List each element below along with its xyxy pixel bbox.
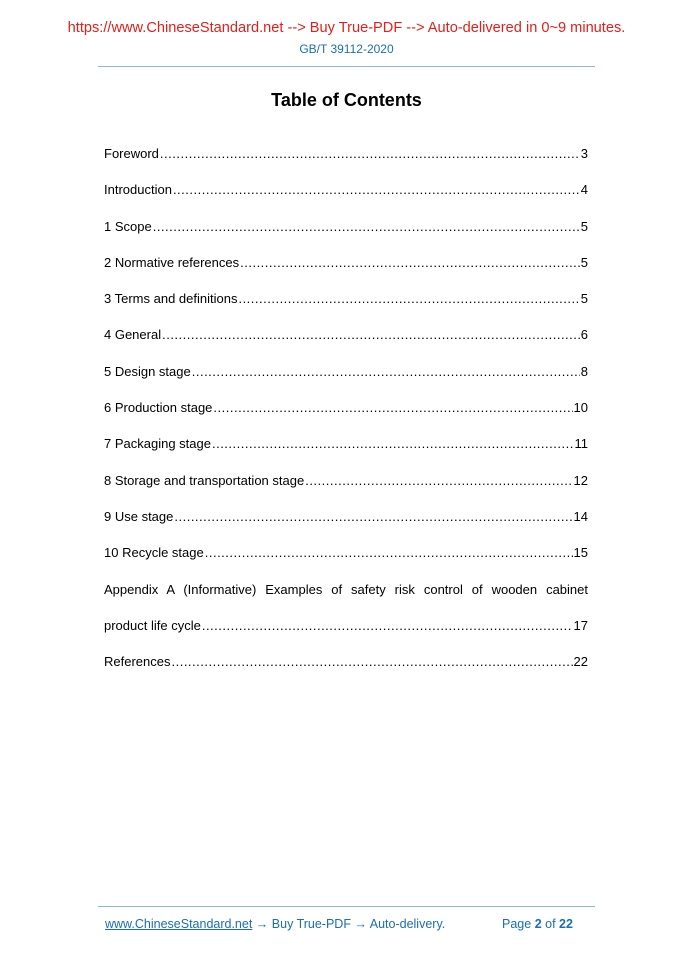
toc-entry-page: 17 (573, 617, 588, 633)
toc-leader-dots (202, 617, 573, 635)
toc-leader-dots (153, 218, 580, 236)
toc-entry-page: 10 (573, 400, 588, 416)
toc-entry-page: 22 (573, 654, 588, 670)
toc-entry-page: 4 (580, 182, 588, 198)
page-number (502, 917, 573, 932)
toc-entry-label: product life cycle (104, 617, 201, 633)
toc-entry-page: 5 (580, 291, 588, 307)
toc-entry-appendix-a[interactable] (104, 617, 588, 653)
toc-leader-dots (305, 472, 572, 490)
toc-entry-storage-transportation[interactable] (104, 472, 588, 508)
toc-entry-normative-references[interactable] (104, 254, 588, 290)
toc-entry-introduction[interactable] (104, 181, 588, 217)
page-title: Table of Contents (271, 90, 422, 110)
toc-entry-label: 8 Storage and transportation stage (104, 472, 305, 488)
footer-site-link[interactable]: www.ChineseStandard.net (105, 917, 253, 931)
page-total: 22 (559, 917, 573, 931)
toc-entry-page: 6 (580, 327, 588, 343)
toc-entry-page: 3 (580, 146, 588, 161)
toc-entry-label: 1 Scope (104, 218, 152, 234)
toc-entry-label: 7 Packaging stage (104, 436, 211, 452)
toc-leader-dots (240, 254, 580, 272)
toc-entry-use-stage[interactable] (104, 508, 588, 544)
toc-leader-dots (212, 435, 574, 453)
toc-entry-page: 5 (580, 218, 588, 234)
standard-code: GB/T 39112-2020 (299, 42, 394, 56)
toc-entry-scope[interactable] (104, 218, 588, 254)
toc-entry-foreword[interactable] (104, 145, 588, 181)
arrow-right-icon: → (354, 917, 367, 931)
of-word: of (545, 917, 556, 931)
table-of-contents (104, 145, 588, 689)
toc-leader-dots (205, 544, 573, 562)
toc-entry-label: 4 General (104, 327, 162, 343)
toc-entry-production-stage[interactable] (104, 399, 588, 435)
toc-entry-label: Introduction (104, 182, 172, 198)
toc-leader-dots (213, 399, 572, 417)
toc-entry-page: 11 (574, 436, 588, 452)
toc-entry-label: References (104, 654, 171, 670)
toc-leader-dots (192, 363, 580, 381)
footer-divider (98, 906, 595, 907)
toc-entry-page: 8 (580, 363, 588, 379)
toc-leader-dots (162, 326, 580, 344)
footer-buy-text: Buy True-PDF (271, 917, 351, 931)
header-divider (98, 66, 595, 67)
toc-entry-label: 10 Recycle stage (104, 545, 204, 561)
toc-leader-dots (238, 290, 579, 308)
promo-banner[interactable]: https://www.ChineseStandard.net --> Buy True-PDF --> Auto-delivered in 0~9 minutes. (67, 20, 626, 36)
toc-entry-design-stage[interactable] (104, 363, 588, 399)
toc-entry-page: 5 (580, 254, 588, 270)
toc-entry-references[interactable] (104, 653, 588, 689)
toc-entry-label: 3 Terms and definitions (104, 291, 238, 307)
toc-leader-dots (173, 181, 580, 199)
page-current: 2 (534, 917, 542, 931)
footer-promo (105, 917, 445, 932)
toc-entry-appendix-a-line1[interactable]: Appendix A (Informative) Examples of safety risk control of wooden cabinet (104, 581, 588, 597)
toc-entry-page: 12 (573, 472, 588, 488)
toc-entry-label: 6 Production stage (104, 400, 213, 416)
toc-entry-packaging-stage[interactable] (104, 435, 588, 471)
toc-entry-recycle-stage[interactable] (104, 544, 588, 580)
arrow-right-icon: → (255, 917, 269, 931)
toc-entry-terms-definitions[interactable] (104, 290, 588, 326)
toc-entry-label: Foreword (104, 146, 159, 161)
page-word: Page (502, 917, 532, 931)
toc-leader-dots (171, 653, 572, 671)
toc-entry-label: 5 Design stage (104, 363, 191, 379)
footer-delivery-text: Auto-delivery. (369, 917, 446, 931)
toc-leader-dots (160, 145, 580, 163)
toc-entry-page: 15 (573, 545, 588, 561)
toc-leader-dots (174, 508, 572, 526)
toc-entry-label: 2 Normative references (104, 254, 240, 270)
toc-entry-page: 14 (573, 508, 588, 524)
toc-entry-label: 9 Use stage (104, 508, 174, 524)
toc-entry-general[interactable] (104, 326, 588, 362)
